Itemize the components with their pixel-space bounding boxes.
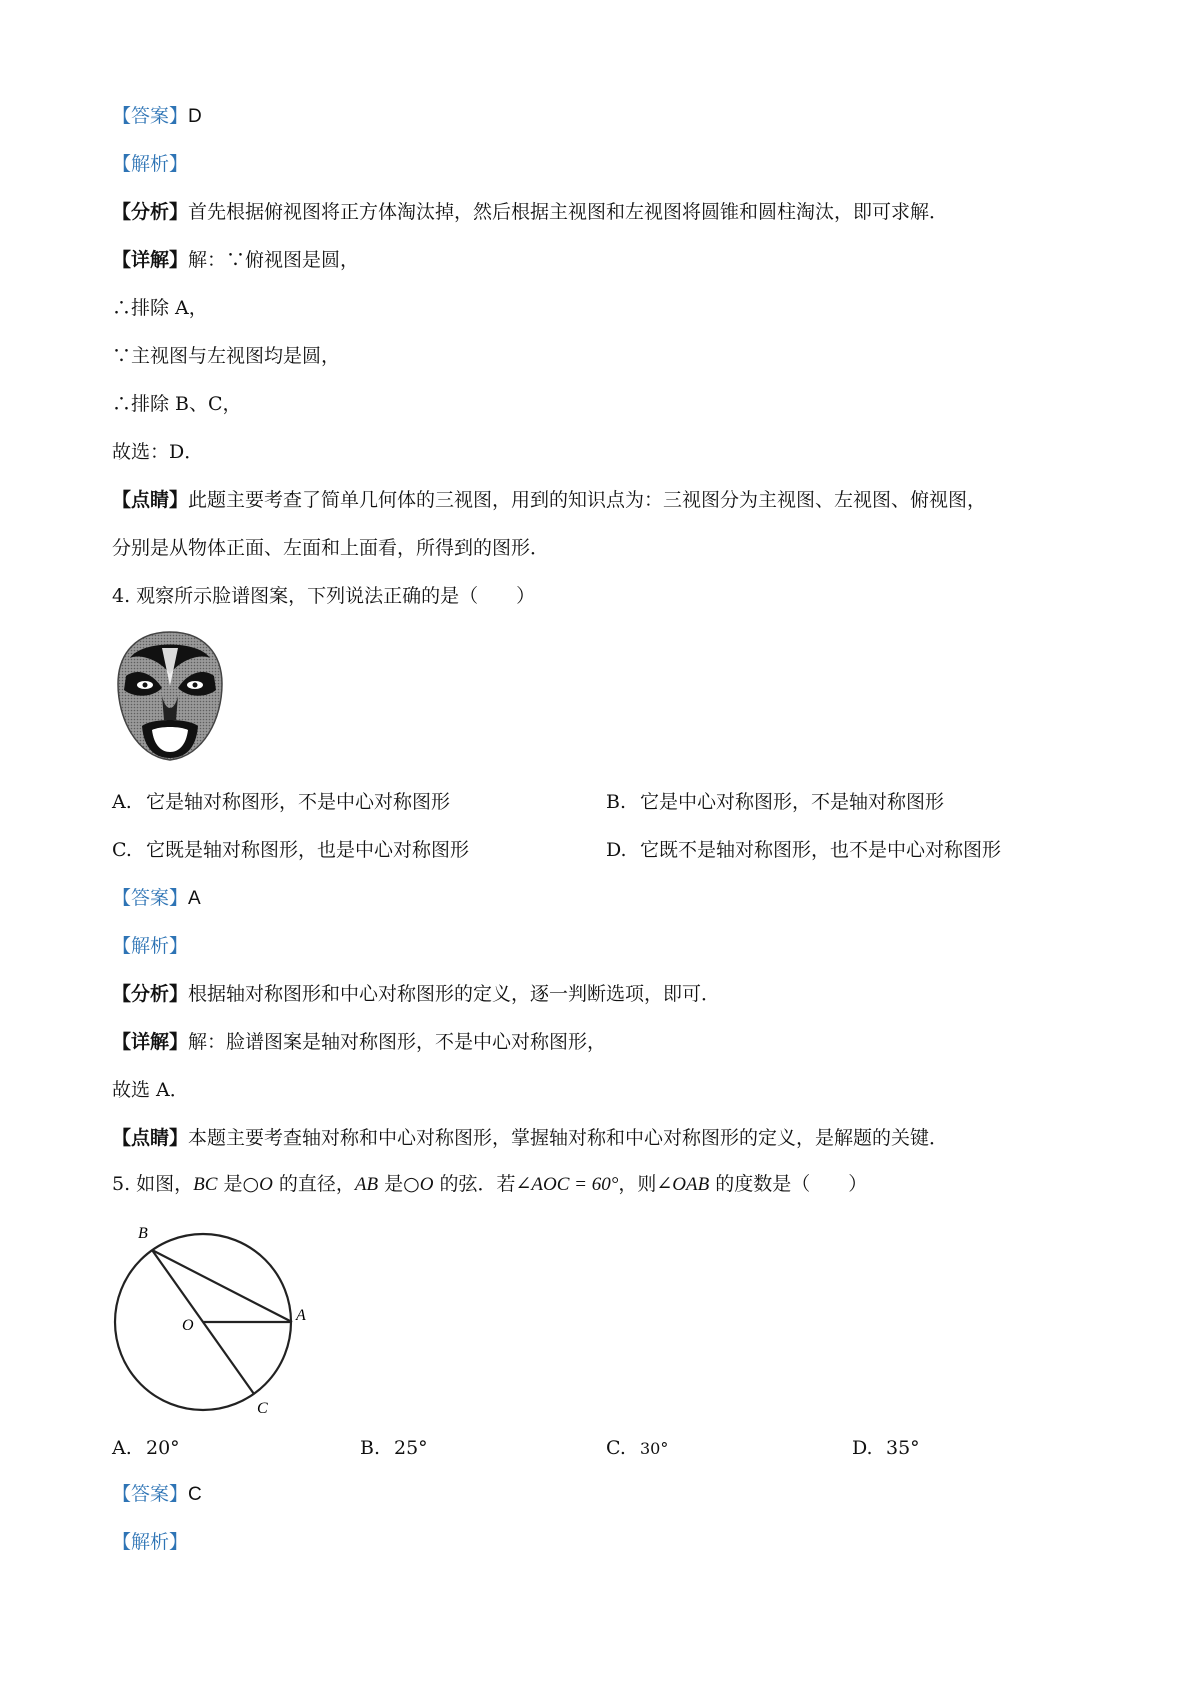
q4-option-d: D. 它既不是轴对称图形，也不是中心对称图形 [606, 839, 1002, 861]
q5-option-d: D. 35° [852, 1437, 920, 1459]
circle-symbol: ○ [403, 1173, 420, 1195]
detail-tag: 【详解】 [112, 1031, 189, 1053]
segment-bc: BC [193, 1174, 218, 1195]
q3-analysis [112, 150, 1120, 178]
q3-detail-2: ∴排除 A， [112, 297, 208, 319]
chord-ab [152, 1250, 292, 1322]
answer-tag: 【答案】 [112, 105, 189, 127]
segment-ab: AB [354, 1174, 379, 1195]
q4-comment [112, 1124, 1120, 1152]
q5-analysis [112, 1528, 1120, 1556]
comment-text: 本题主要考查轴对称和中心对称图形，掌握轴对称和中心对称图形的定义，是解题的关键． [188, 1127, 949, 1149]
q5-option-b: B. 25° [360, 1437, 428, 1459]
q4-analysis [112, 932, 1120, 960]
comment-tag: 【点睛】 [112, 1127, 189, 1149]
q5-option-c: C. 30° [606, 1437, 669, 1459]
q4-detail-1 [112, 1028, 1120, 1056]
detail-text: 解：脸谱图案是轴对称图形，不是中心对称图形， [188, 1031, 607, 1053]
angle-oab: ∠OAB [656, 1174, 710, 1195]
q3-detail-5: 故选：D． [112, 441, 204, 463]
fenxi-text: 首先根据俯视图将正方体淘汰掉，然后根据主视图和左视图将圆锥和圆柱淘汰，即可求解． [188, 201, 949, 223]
q4-option-a: A. 它是轴对称图形，不是中心对称图形 [112, 791, 451, 813]
q4-stem: 4. 观察所示脸谱图案，下列说法正确的是（ ） [112, 585, 536, 607]
q4-answer [112, 884, 1120, 913]
opera-mask-image [112, 628, 228, 764]
fenxi-text: 根据轴对称图形和中心对称图形的定义，逐一判断选项，即可． [188, 983, 721, 1005]
q4-detail-2: 故选 A． [112, 1079, 189, 1101]
q3-comment-2: 分别是从物体正面、左面和上面看，所得到的图形． [112, 537, 550, 559]
label-a: A [296, 1307, 306, 1324]
fenxi-tag: 【分析】 [112, 201, 189, 223]
q5-stem: 5. 如图，BC 是○O 的直径，AB 是○O 的弦．若∠AOC = 60°，则∠OAB 的度数是（ ） [112, 1173, 868, 1195]
answer-value: D [188, 106, 202, 127]
analysis-tag: 【解析】 [112, 1531, 189, 1553]
label-b: B [138, 1225, 148, 1242]
q4-option-c: C. 它既是轴对称图形，也是中心对称图形 [112, 839, 470, 861]
detail-text: 解：∵俯视图是圆， [188, 249, 360, 271]
q3-detail-4: ∴排除 B、C， [112, 393, 242, 415]
angle-aoc: ∠AOC = 60° [515, 1174, 619, 1195]
answer-tag: 【答案】 [112, 1483, 189, 1505]
circle-symbol: ○ [242, 1173, 260, 1195]
q5-option-a: A. 20° [112, 1437, 180, 1459]
q4-fenxi [112, 980, 1120, 1008]
answer-value: C [188, 1484, 202, 1505]
circle-diagram [112, 1218, 322, 1418]
comment-text: 此题主要考查了简单几何体的三视图，用到的知识点为：三视图分为主视图、左视图、俯视图， [188, 489, 987, 511]
label-c: C [257, 1400, 268, 1417]
q3-detail-3: ∵主视图与左视图均是圆， [112, 345, 341, 367]
q4-option-b: B. 它是中心对称图形，不是轴对称图形 [606, 791, 945, 813]
label-o: O [182, 1317, 194, 1334]
detail-tag: 【详解】 [112, 249, 189, 271]
analysis-tag: 【解析】 [112, 153, 189, 175]
q3-detail-1 [112, 246, 1120, 274]
q3-answer [112, 102, 1120, 131]
q3-fenxi [112, 198, 1120, 226]
answer-value: A [188, 888, 201, 909]
comment-tag: 【点睛】 [112, 489, 189, 511]
q5-answer [112, 1480, 1120, 1509]
fenxi-tag: 【分析】 [112, 983, 189, 1005]
q3-comment-1 [112, 486, 1120, 514]
analysis-tag: 【解析】 [112, 935, 189, 957]
answer-tag: 【答案】 [112, 887, 189, 909]
